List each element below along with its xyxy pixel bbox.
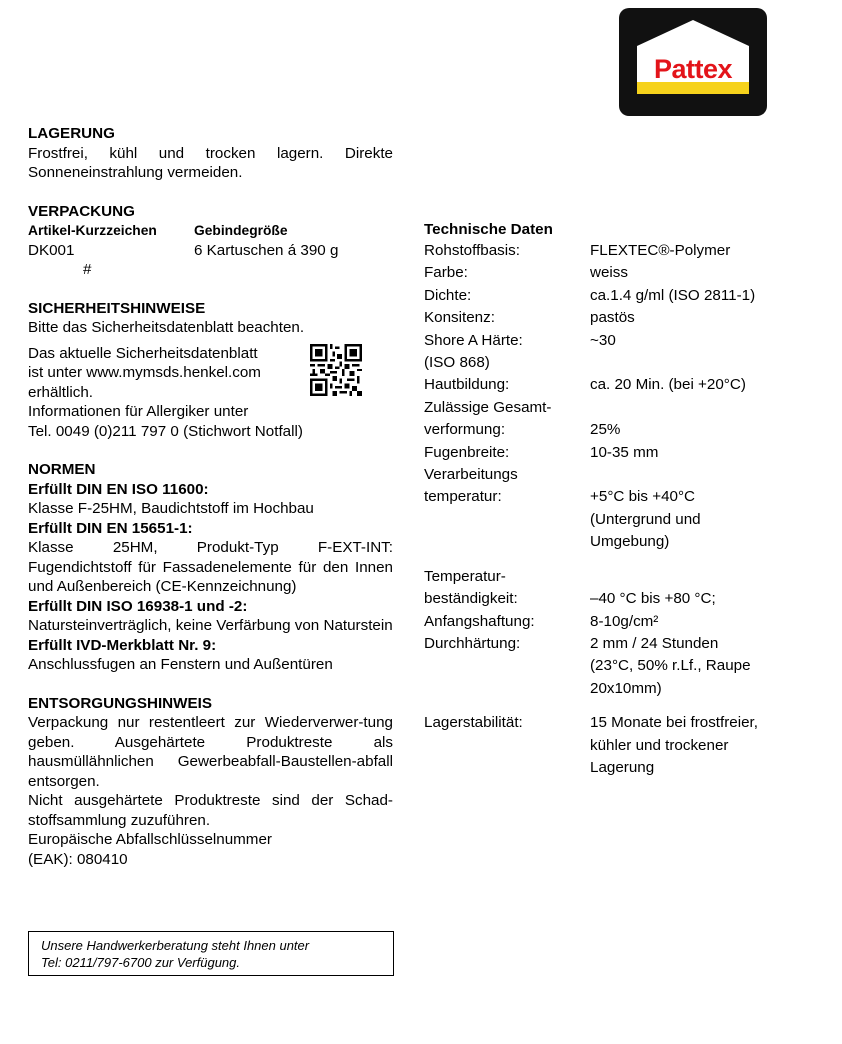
technical-data-value-line: pastös <box>590 309 635 327</box>
technical-data-value-line <box>590 397 824 419</box>
norm-4-title: Erfüllt IVD-Merkblatt Nr. 9: <box>28 636 217 654</box>
technical-data-value <box>590 464 824 554</box>
technical-data-row <box>424 330 824 375</box>
norm-1-text: Klasse F-25HM, Baudichtstoff im Hochbau <box>28 500 314 517</box>
left-column <box>28 124 393 869</box>
article-code: DK001 <box>28 241 75 259</box>
technical-data-key-line: Anfangshaftung: <box>424 612 535 630</box>
technical-data-key <box>424 566 590 611</box>
verpackung-header-row <box>28 221 393 241</box>
technical-data-key-line: beständigkeit: <box>424 590 518 608</box>
technical-data-value-line: 10-35 mm <box>590 443 659 461</box>
technical-data-key-line: Verarbeitungs <box>424 466 518 484</box>
package-size-header: Gebindegröße <box>194 223 288 238</box>
technical-data-key <box>424 442 590 464</box>
hash-mark: # <box>83 261 92 278</box>
technical-data-value-line: ca. 20 Min. (bei +20°C) <box>590 376 746 394</box>
norm-2-title: Erfüllt DIN EN 15651-1: <box>28 519 193 537</box>
technical-data-row <box>424 712 824 779</box>
technical-data-key-line: Temperatur- <box>424 567 506 585</box>
technical-data-key <box>424 307 590 329</box>
technical-data-value <box>590 240 824 262</box>
technical-data-value <box>590 633 824 700</box>
allergy-line-1: Informationen für Allergiker unter <box>28 403 249 420</box>
entsorgung-paragraph-2: Nicht ausgehärtete Produktreste sind der Schad-stoffsammlung zuzuführen. <box>28 792 393 829</box>
technical-data-value <box>590 285 824 307</box>
technical-data-value-line: Lagerung <box>590 758 655 776</box>
technical-data-table <box>424 240 824 779</box>
technical-data-value-line: 15 Monate bei frostfreier, <box>590 714 758 732</box>
technical-data-value-line: (Untergrund und <box>590 510 701 528</box>
technical-data-key-line: Hautbildung: <box>424 376 510 394</box>
norm-2-line-2: Fugendichtstoff für Fassadenelemente für den Innen und Außenbereich (CE-Kennzeichnung) <box>28 558 393 595</box>
entsorgung-heading: ENTSORGUNGSHINWEIS <box>28 694 212 712</box>
sds-line-1: Das aktuelle Sicherheitsdatenblatt <box>28 344 258 362</box>
technical-data-row <box>424 633 824 700</box>
sds-line-3: erhältlich. <box>28 383 93 401</box>
technical-data-value-line: +5°C bis +40°C <box>590 488 696 506</box>
technical-data-value-line: ~30 <box>590 331 616 349</box>
technical-data-value-line: ca.1.4 g/ml (ISO 2811-1) <box>590 286 756 304</box>
logo-wordmark: Pattex <box>653 54 733 84</box>
technical-data-row <box>424 240 824 262</box>
technical-data-value <box>590 712 824 779</box>
technical-data-value-line: –40 °C bis +80 °C; <box>590 590 716 608</box>
sicherheit-heading: SICHERHEITSHINWEISE <box>28 299 206 317</box>
norm-2-line-1: Klasse 25HM, Produkt-Typ F-EXT-INT: <box>28 539 393 556</box>
allergy-line-2: Tel. 0049 (0)211 797 0 (Stichwort Notfall) <box>28 422 303 440</box>
norm-4-text: Anschlussfugen an Fenstern und Außentüren <box>28 656 333 673</box>
pattex-logo <box>619 8 767 116</box>
technical-data-value <box>590 374 824 396</box>
norm-3-text: Natursteinverträglich, keine Verfärbung von Naturstein <box>28 617 393 634</box>
technical-data-key-line: Rohstoffbasis: <box>424 242 520 259</box>
technical-data-value-line: 20x10mm) <box>590 679 662 697</box>
technical-data-key-line: Konsitenz: <box>424 309 495 327</box>
technical-data-key-line: Lagerstabilität: <box>424 714 523 732</box>
eak-line-1: Europäische Abfallschlüsselnummer <box>28 831 272 848</box>
technical-data-row <box>424 566 824 611</box>
technical-data-key <box>424 262 590 284</box>
technical-data-row <box>424 397 824 442</box>
technical-data-row <box>424 442 824 464</box>
technical-data-row <box>424 307 824 329</box>
technical-data-value <box>590 442 824 464</box>
qr-code-icon <box>310 344 362 396</box>
technical-data-value-line: Umgebung) <box>590 533 670 551</box>
technical-data-key-line: Fugenbreite: <box>424 443 510 461</box>
technical-data-value-line: weiss <box>590 264 628 282</box>
technical-data-key-line: verformung: <box>424 421 506 439</box>
technical-data-value <box>590 262 824 284</box>
verpackung-heading: VERPACKUNG <box>28 202 135 220</box>
article-code-header: Artikel-Kurzzeichen <box>28 223 157 238</box>
technical-data-value-line: 2 mm / 24 Stunden <box>590 634 719 652</box>
technical-data-value-line: FLEXTEC®-Polymer <box>590 242 731 259</box>
advice-box <box>28 931 394 976</box>
normen-heading: NORMEN <box>28 461 96 478</box>
technical-data-row <box>424 611 824 633</box>
technical-data-key-line: Shore A Härte: <box>424 331 523 349</box>
technical-data-value <box>590 307 824 329</box>
technical-data-value-line: 25% <box>590 421 621 439</box>
technical-data-row <box>424 374 824 396</box>
technical-data-value <box>590 566 824 611</box>
technical-data-key <box>424 611 590 633</box>
advice-line-2: Tel: 0211/797-6700 zur Verfügung. <box>41 955 240 970</box>
technical-data-key-line: Farbe: <box>424 264 468 282</box>
technical-data-key-line: Zulässige Gesamt- <box>424 398 552 416</box>
technical-data-key-line: temperatur: <box>424 488 502 506</box>
technical-data-value-line: (23°C, 50% r.Lf., Raupe <box>590 657 751 675</box>
sds-block <box>28 344 393 403</box>
verpackung-row <box>28 241 393 261</box>
sicherheit-line: Bitte das Sicherheitsdatenblatt beachten. <box>28 319 305 336</box>
technical-data-value-line <box>590 566 824 588</box>
technical-data-row <box>424 285 824 307</box>
sds-line-2: ist unter www.mymsds.henkel.com <box>28 364 261 381</box>
technical-data-key-line: (ISO 868) <box>424 354 490 372</box>
technical-data-key-line: Dichte: <box>424 286 472 304</box>
technical-data-value <box>590 397 824 442</box>
technical-data-value <box>590 611 824 633</box>
technical-data <box>424 220 824 779</box>
norm-1-title: Erfüllt DIN EN ISO 11600: <box>28 480 209 498</box>
norm-3-title: Erfüllt DIN ISO 16938-1 und -2: <box>28 597 248 615</box>
technical-data-key <box>424 374 590 396</box>
technical-data-key <box>424 397 590 442</box>
technical-data-row <box>424 464 824 554</box>
technical-data-key-line: Durchhärtung: <box>424 634 521 652</box>
technical-data-value-line: 8-10g/cm² <box>590 612 659 630</box>
technical-data-value-line: kühler und trockener <box>590 736 729 754</box>
lagerung-heading: LAGERUNG <box>28 125 115 142</box>
entsorgung-paragraph-1: Verpackung nur restentleert zur Wiederverwer-tung geben. Ausgehärtete Produktreste als hausmüllähnlichen Gewerbeabfall-Baustellen-abfall entsorgen. <box>28 714 393 790</box>
technical-data-key <box>424 330 590 375</box>
technical-data-key <box>424 240 590 262</box>
technical-data-value <box>590 330 824 375</box>
technical-data-key <box>424 633 590 700</box>
advice-line-1: Unsere Handwerkerberatung steht Ihnen unter <box>41 938 310 953</box>
technical-data-value-line <box>590 464 824 486</box>
package-size: 6 Kartuschen á 390 g <box>194 241 339 259</box>
eak-line-2: (EAK): 080410 <box>28 850 128 868</box>
lagerung-text: Frostfrei, kühl und trocken lagern. Direkte Sonneneinstrahlung vermeiden. <box>28 144 393 181</box>
technical-data-key <box>424 712 590 779</box>
logo-roof <box>637 20 749 46</box>
technical-data-title: Technische Daten <box>424 221 553 238</box>
technical-data-row <box>424 262 824 284</box>
technical-data-key <box>424 464 590 554</box>
technical-data-key <box>424 285 590 307</box>
